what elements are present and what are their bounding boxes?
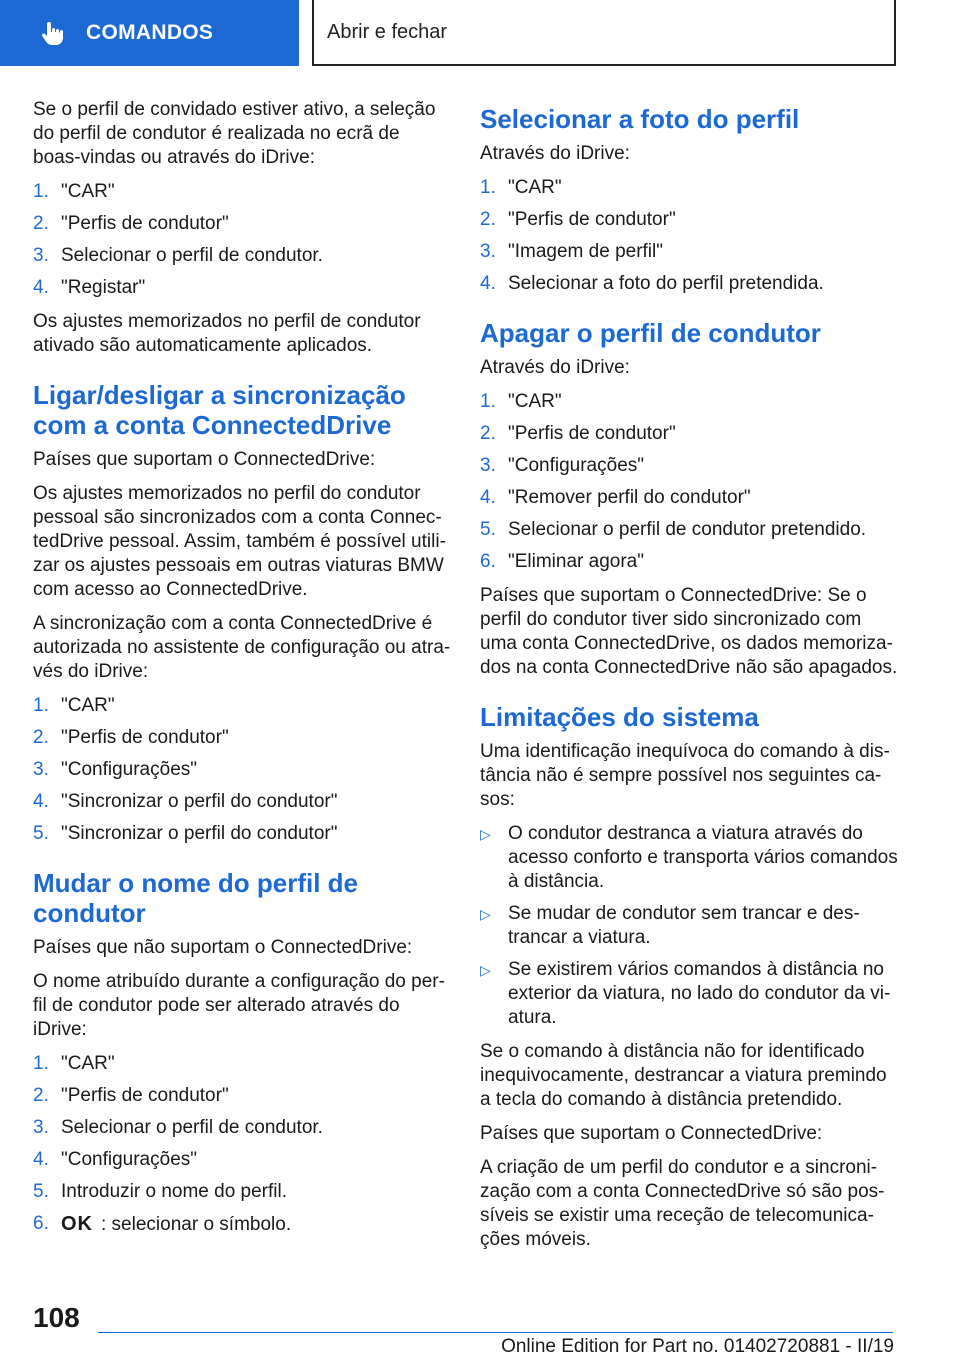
- list-item: [480, 208, 898, 232]
- list-item: [33, 180, 451, 204]
- step-number: 6.: [480, 551, 496, 572]
- step-text: "CAR": [61, 1053, 115, 1074]
- step-number: 3.: [33, 759, 49, 780]
- list-item: [480, 240, 898, 264]
- paragraph: Uma identificação inequívoca do comando à distância não é sempre possível nos seguintes casos:: [480, 741, 890, 810]
- step-number: 2.: [33, 1085, 49, 1106]
- list-item: [480, 822, 898, 894]
- paragraph: Países que não suportam o ConnectedDrive:: [33, 937, 413, 958]
- step-number: 5.: [33, 1181, 49, 1202]
- page-header: [0, 0, 960, 66]
- paragraph: Através do iDrive:: [480, 143, 630, 164]
- list-item: [33, 822, 451, 846]
- step-number: 4.: [480, 487, 496, 508]
- step-text: "Configurações": [61, 1149, 198, 1170]
- step-number: 4.: [33, 277, 49, 298]
- steps-list-rename: [33, 1052, 451, 1237]
- list-item: [480, 902, 898, 950]
- heading-sync: Ligar/desligar a sincronização com a conta ConnectedDrive: [33, 380, 406, 440]
- step-text: "Configurações": [61, 759, 198, 780]
- step-text: "Configurações": [508, 455, 645, 476]
- step-number: 1.: [33, 181, 49, 202]
- heading-delete: Apagar o perfil de condutor: [480, 318, 821, 348]
- list-item: [480, 272, 898, 296]
- left-column: [33, 98, 451, 1247]
- bullet-list-limits: [480, 822, 898, 1030]
- steps-list-delete: [480, 390, 898, 574]
- list-item: [33, 1084, 451, 1108]
- step-text: "Perfis de condutor": [61, 1085, 229, 1106]
- step-number: 4.: [480, 273, 496, 294]
- footer-divider: [98, 1332, 893, 1333]
- list-item: [480, 486, 898, 510]
- step-number: 2.: [33, 727, 49, 748]
- paragraph: Se o comando à distância não for identificado inequivocamente, destrancar a viatura premindo a tecla do comando à distância pretendido.: [480, 1041, 887, 1110]
- step-number: 3.: [33, 245, 49, 266]
- list-item: [33, 1116, 451, 1140]
- list-item: [480, 454, 898, 478]
- list-item: [480, 422, 898, 446]
- bullet-text: Se mudar de condutor sem trancar e destrancar a viatura.: [508, 903, 860, 948]
- section-tab-comandos[interactable]: [0, 0, 299, 66]
- step-text: "Perfis de condutor": [508, 423, 676, 444]
- section-label: COMANDOS: [86, 21, 214, 44]
- step-text-rest: : selecionar o símbolo.: [101, 1214, 292, 1235]
- paragraph: Países que suportam o ConnectedDrive:: [33, 449, 376, 470]
- step-text: "CAR": [508, 391, 562, 412]
- heading-rename: Mudar o nome do perfil de condutor: [33, 868, 359, 928]
- step-number: 6.: [33, 1213, 49, 1234]
- paragraph: Através do iDrive:: [480, 357, 630, 378]
- list-item: [480, 518, 898, 542]
- step-text: "Perfis de condutor": [61, 213, 229, 234]
- step-text: "Remover perfil do condutor": [508, 487, 751, 508]
- step-number: 4.: [33, 1149, 49, 1170]
- triangle-bullet-icon: ▷: [480, 906, 491, 922]
- step-text: "Perfis de condutor": [61, 727, 229, 748]
- chapter-tab[interactable]: [312, 0, 896, 66]
- chapter-label: Abrir e fechar: [327, 20, 448, 43]
- step-text: "Sincronizar o perfil do condutor": [61, 791, 338, 812]
- step-text: "Sincronizar o perfil do condutor": [61, 823, 338, 844]
- list-item: [33, 1180, 451, 1204]
- step-text: "Perfis de condutor": [508, 209, 676, 230]
- list-item: [480, 390, 898, 414]
- bullet-text: O condutor destranca a viatura através do acesso conforto e transporta vários comandos à distância.: [508, 823, 898, 892]
- list-item: [33, 276, 451, 300]
- paragraph: Os ajustes memorizados no perfil do condutor pessoal são sincronizados com a conta ConnectedDrive pessoal. Assim, também é possível utilizar os ajustes pessoais em outras viaturas BMW com acesso ao ConnectedDrive.: [33, 483, 446, 600]
- step-text: Selecionar o perfil de condutor.: [61, 1117, 323, 1138]
- list-item: [33, 244, 451, 268]
- page-number: 108: [33, 1302, 80, 1333]
- step-text: Selecionar o perfil de condutor.: [61, 245, 323, 266]
- list-item: [480, 958, 898, 1030]
- step-number: 3.: [33, 1117, 49, 1138]
- step-number: 1.: [480, 177, 496, 198]
- step-number: 1.: [480, 391, 496, 412]
- right-column: [480, 98, 898, 1262]
- step-number: 2.: [33, 213, 49, 234]
- hand-pointer-icon: [40, 20, 66, 46]
- heading-limits: Limitações do sistema: [480, 702, 759, 732]
- step-number: 3.: [480, 241, 496, 262]
- step-number: 5.: [480, 519, 496, 540]
- list-item: [480, 550, 898, 574]
- list-item: [33, 1052, 451, 1076]
- steps-list-sync: [33, 694, 451, 846]
- paragraph: A sincronização com a conta ConnectedDrive é autorizada no assistente de configuração ou através do iDrive:: [33, 613, 451, 682]
- list-item: [33, 790, 451, 814]
- step-number: 3.: [480, 455, 496, 476]
- list-item: [480, 176, 898, 200]
- step-text: "Registar": [61, 277, 146, 298]
- list-item: [33, 212, 451, 236]
- step-number: 4.: [33, 791, 49, 812]
- paragraph: O nome atribuído durante a configuração do perfil de condutor pode ser alterado através do iDrive:: [33, 971, 445, 1040]
- step-text: [61, 1212, 291, 1237]
- paragraph: Países que suportam o ConnectedDrive:: [480, 1123, 823, 1144]
- step-text: "Eliminar agora": [508, 551, 644, 572]
- heading-photo: Selecionar a foto do perfil: [480, 104, 800, 134]
- step-number: 2.: [480, 423, 496, 444]
- list-item: [33, 694, 451, 718]
- intro-paragraph: Se o perfil de convidado estiver ativo, a seleção do perfil de condutor é realizada no ecrã de boas-vindas ou através do iDrive:: [33, 99, 436, 168]
- footer-edition: Online Edition for Part no. 01402720881 - II/19: [501, 1336, 894, 1357]
- step-text: Selecionar o perfil de condutor pretendido.: [508, 519, 867, 540]
- step-text: "CAR": [61, 181, 115, 202]
- step-text: "CAR": [508, 177, 562, 198]
- ok-symbol-icon: OK: [61, 1213, 93, 1235]
- list-item: [33, 726, 451, 750]
- list-item: [33, 758, 451, 782]
- steps-list-photo: [480, 176, 898, 296]
- step-text: Introduzir o nome do perfil.: [61, 1181, 288, 1202]
- paragraph: Os ajustes memorizados no perfil de condutor ativado são automaticamente aplicados.: [33, 311, 421, 356]
- paragraph: A criação de um perfil do condutor e a sincronização com a conta ConnectedDrive só são possíveis se existir uma receção de telecomunicações móveis.: [480, 1157, 885, 1250]
- bullet-text: Se existirem vários comandos à distância no exterior da viatura, no lado do condutor da viatura.: [508, 959, 891, 1028]
- step-text: "CAR": [61, 695, 115, 716]
- step-text: Selecionar a foto do perfil pretendida.: [508, 273, 824, 294]
- list-item: [33, 1148, 451, 1172]
- list-item: [33, 1212, 451, 1237]
- paragraph: Países que suportam o ConnectedDrive: Se o perfil do condutor tiver sido sincronizado com uma conta ConnectedDrive, os dados memorizados na conta ConnectedDrive não são apagados.: [480, 585, 898, 678]
- step-text: "Imagem de perfil": [508, 241, 663, 262]
- triangle-bullet-icon: ▷: [480, 962, 491, 978]
- steps-list-login: [33, 180, 451, 300]
- triangle-bullet-icon: ▷: [480, 826, 491, 842]
- step-number: 2.: [480, 209, 496, 230]
- step-number: 5.: [33, 823, 49, 844]
- step-number: 1.: [33, 1053, 49, 1074]
- step-number: 1.: [33, 695, 49, 716]
